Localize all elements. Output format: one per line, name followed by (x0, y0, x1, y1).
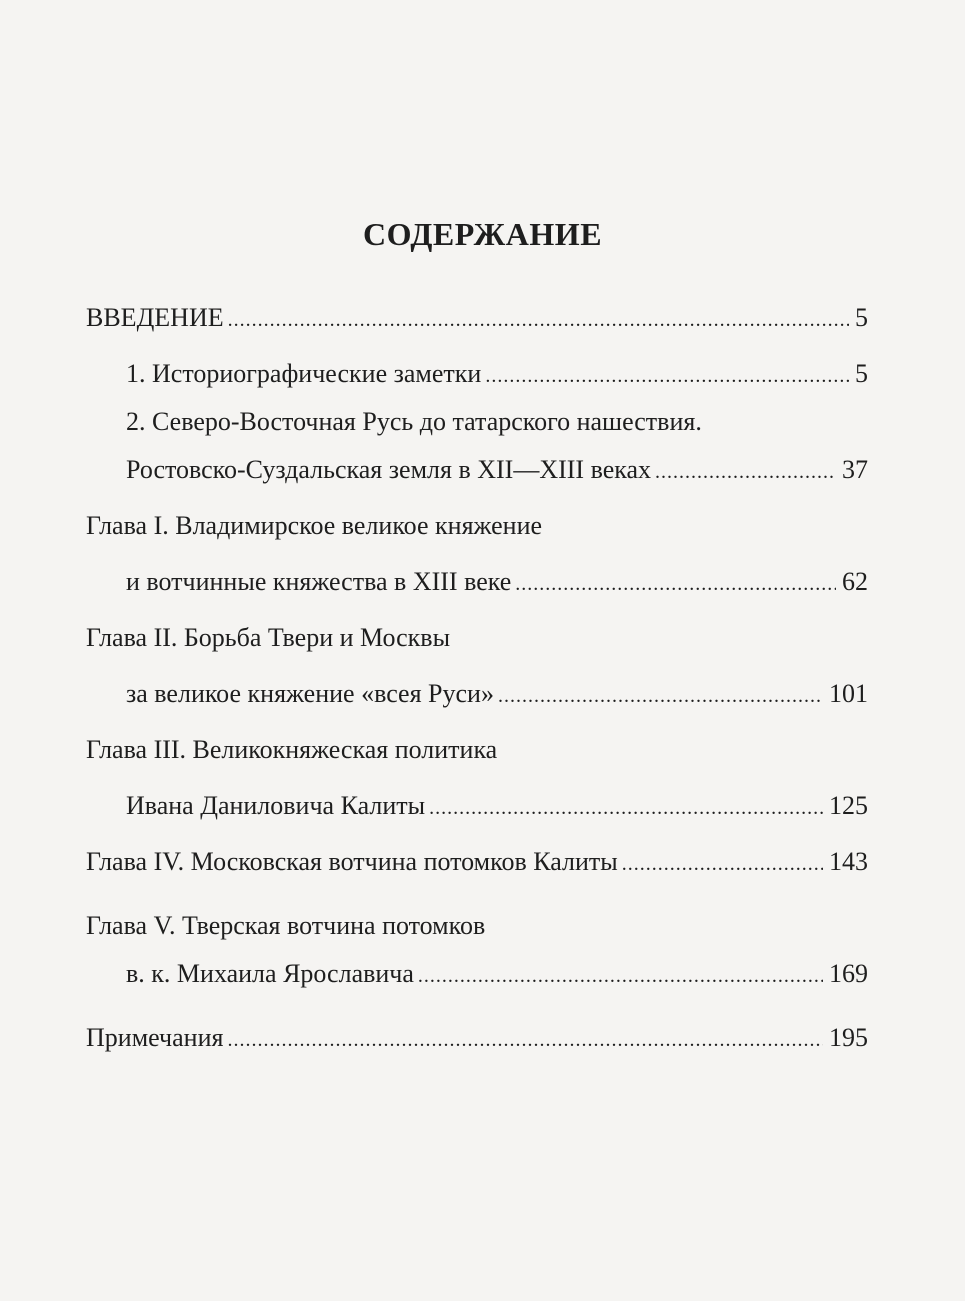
toc-page-number: 5 (855, 303, 868, 332)
toc-entry-intro-1 (0, 352, 965, 396)
toc-entry-label: Глава I. Владимирское великое княжение (86, 511, 543, 540)
toc-entry-label: ВВЕДЕНИЕ (86, 303, 224, 332)
toc-entry-label: Глава III. Великокняжеская политика (86, 735, 498, 764)
toc-entry-label: в. к. Михаила Ярославича (126, 959, 414, 988)
toc-entry-chapter-3-line2 (0, 784, 965, 828)
toc-page-number: 195 (829, 1023, 868, 1052)
dot-leader (429, 786, 823, 830)
toc-entry-chapter-1-line1 (0, 504, 965, 548)
dot-leader (228, 298, 849, 342)
toc-page-number: 169 (829, 959, 868, 988)
toc-entry-label: 1. Историографические заметки (126, 359, 482, 388)
toc-entry-chapter-1-line2 (0, 560, 965, 604)
toc-entry-intro-2-line1 (0, 400, 965, 444)
toc-page-number: 143 (829, 847, 868, 876)
page-title: СОДЕРЖАНИЕ (362, 216, 603, 252)
toc-entry-label: Глава IV. Московская вотчина потомков Калиты (86, 847, 618, 876)
toc-page-number: 125 (829, 791, 868, 820)
toc-entry-label: и вотчинные княжества в XIII веке (126, 567, 512, 596)
toc-entry-label: Ростовско-Суздальская земля в XII—XIII веках (126, 455, 652, 484)
dot-leader (622, 842, 823, 886)
toc-entry-label: Примечания (86, 1023, 224, 1052)
dot-leader (227, 1018, 823, 1062)
toc-entry-chapter-2-line2 (0, 672, 965, 716)
toc-page-number: 62 (842, 567, 868, 596)
dot-leader (655, 450, 836, 494)
dot-leader (485, 354, 849, 398)
toc-page-number: 101 (829, 679, 868, 708)
toc-entry-chapter-2-line1 (0, 616, 965, 660)
toc-page-number: 37 (842, 455, 868, 484)
dot-leader (418, 954, 823, 998)
toc-entry-label: 2. Северо-Восточная Русь до татарского нашествия. (126, 407, 702, 436)
toc-entry-label: Ивана Даниловича Калиты (126, 791, 426, 820)
toc-entry-chapter-5-line1 (0, 904, 965, 948)
toc-entry-label: Глава V. Тверская вотчина потомков (86, 911, 486, 940)
toc-entry-notes (0, 1016, 965, 1060)
dot-leader (515, 562, 836, 606)
toc-entry-intro-2-line2 (0, 448, 965, 492)
toc-entry-label: Глава II. Борьба Твери и Москвы (86, 623, 451, 652)
toc-entry-label: за великое княжение «всея Руси» (126, 679, 494, 708)
dot-leader (498, 674, 823, 718)
toc-entry-chapter-3-line1 (0, 728, 965, 772)
toc-entry-intro (0, 296, 965, 340)
toc-entry-chapter-4 (0, 840, 965, 884)
toc-entry-chapter-5-line2 (0, 952, 965, 996)
toc-page-number: 5 (855, 359, 868, 388)
